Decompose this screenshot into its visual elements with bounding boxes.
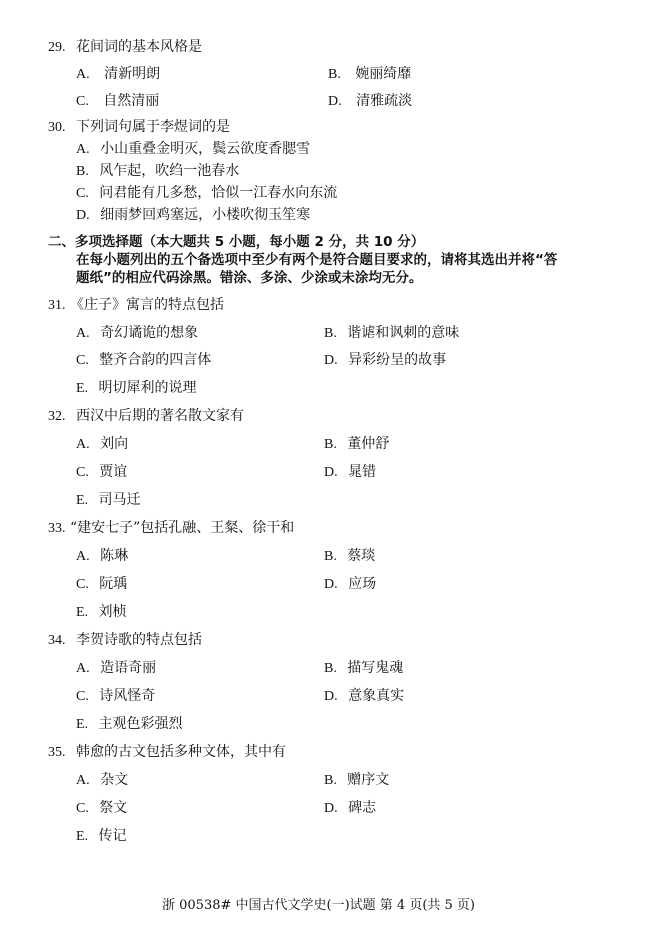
option-30-b: B. 风乍起，吹绉一池春水 bbox=[76, 163, 240, 179]
option-30-d: D. 细雨梦回鸡塞远，小楼吹彻玉笙寒 bbox=[76, 207, 311, 223]
question-stem: 下列词句属于李煜词的是 bbox=[75, 119, 230, 135]
question-stem: “建安七子”包括孔融、王粲、徐干和 bbox=[69, 520, 295, 536]
question-number: 30. bbox=[48, 120, 66, 135]
option-31-d: D. 异彩纷呈的故事 bbox=[324, 352, 447, 368]
option-35-e: E. 传记 bbox=[76, 828, 127, 844]
option-30-a: A. 小山重叠金明灭，鬓云欲度香腮雪 bbox=[76, 141, 311, 157]
question-number: 34. bbox=[48, 633, 66, 648]
question-35 bbox=[48, 745, 286, 760]
option-35-b: B. 赠序文 bbox=[324, 772, 390, 788]
option-31-a: A. 奇幻谲诡的想象 bbox=[76, 325, 199, 341]
option-30-c: C. 问君能有几多愁，恰似一江春水向东流 bbox=[76, 185, 338, 201]
option-34-b: B. 描写鬼魂 bbox=[324, 660, 404, 676]
question-stem: 《庄子》寓言的特点包括 bbox=[69, 297, 224, 313]
question-stem: 韩愈的古文包括多种文体，其中有 bbox=[75, 744, 286, 760]
question-33 bbox=[48, 521, 294, 536]
option-29-c: C. 自然清丽 bbox=[76, 93, 160, 109]
section-title: 二、多项选择题（本大题共 5 小题，每小题 2 分，共 10 分） bbox=[48, 234, 425, 250]
option-29-a: A. 清新明朗 bbox=[76, 66, 161, 82]
option-32-e: E. 司马迁 bbox=[76, 492, 141, 508]
option-31-b: B. 谐谑和讽刺的意味 bbox=[324, 325, 460, 341]
question-31 bbox=[48, 298, 224, 313]
section-instruction-line-2: 题纸”的相应代码涂黑。错涂、多涂、少涂或未涂均无分。 bbox=[76, 270, 423, 286]
question-stem: 花间词的基本风格是 bbox=[75, 39, 202, 55]
question-32 bbox=[48, 409, 244, 424]
question-number: 32. bbox=[48, 409, 66, 424]
option-34-c: C. 诗风怪奇 bbox=[76, 688, 156, 704]
question-number: 33. bbox=[48, 521, 66, 536]
question-stem: 李贺诗歌的特点包括 bbox=[75, 632, 202, 648]
option-34-d: D. 意象真实 bbox=[324, 688, 405, 704]
question-number: 31. bbox=[48, 298, 66, 313]
option-35-a: A. 杂文 bbox=[76, 772, 129, 788]
option-33-e: E. 刘桢 bbox=[76, 604, 127, 620]
question-number: 29. bbox=[48, 40, 66, 55]
option-35-d: D. 碑志 bbox=[324, 800, 377, 816]
question-30 bbox=[48, 120, 230, 135]
option-31-c: C. 整齐合韵的四言体 bbox=[76, 352, 212, 368]
option-29-b: B. 婉丽绮靡 bbox=[328, 66, 412, 82]
section-instruction-line-1: 在每小题列出的五个备选项中至少有两个是符合题目要求的，请将其选出并将“答 bbox=[76, 252, 558, 268]
option-33-d: D. 应玚 bbox=[324, 576, 377, 592]
option-35-c: C. 祭文 bbox=[76, 800, 128, 816]
question-29 bbox=[48, 40, 202, 55]
option-34-a: A. 造语奇丽 bbox=[76, 660, 157, 676]
question-number: 35. bbox=[48, 745, 66, 760]
option-34-e: E. 主观色彩强烈 bbox=[76, 716, 183, 732]
page-footer: 浙 00538# 中国古代文学史(一)试题 第 4 页(共 5 页) bbox=[162, 898, 476, 913]
option-32-a: A. 刘向 bbox=[76, 436, 129, 452]
option-33-a: A. 陈琳 bbox=[76, 548, 129, 564]
option-29-d: D. 清雅疏淡 bbox=[328, 93, 413, 109]
option-32-c: C. 贾谊 bbox=[76, 464, 128, 480]
option-32-b: B. 董仲舒 bbox=[324, 436, 390, 452]
option-31-e: E. 明切犀利的说理 bbox=[76, 380, 197, 396]
option-33-b: B. 蔡琰 bbox=[324, 548, 376, 564]
option-32-d: D. 晁错 bbox=[324, 464, 377, 480]
question-34 bbox=[48, 633, 202, 648]
option-33-c: C. 阮瑀 bbox=[76, 576, 128, 592]
question-stem: 西汉中后期的著名散文家有 bbox=[75, 408, 244, 424]
